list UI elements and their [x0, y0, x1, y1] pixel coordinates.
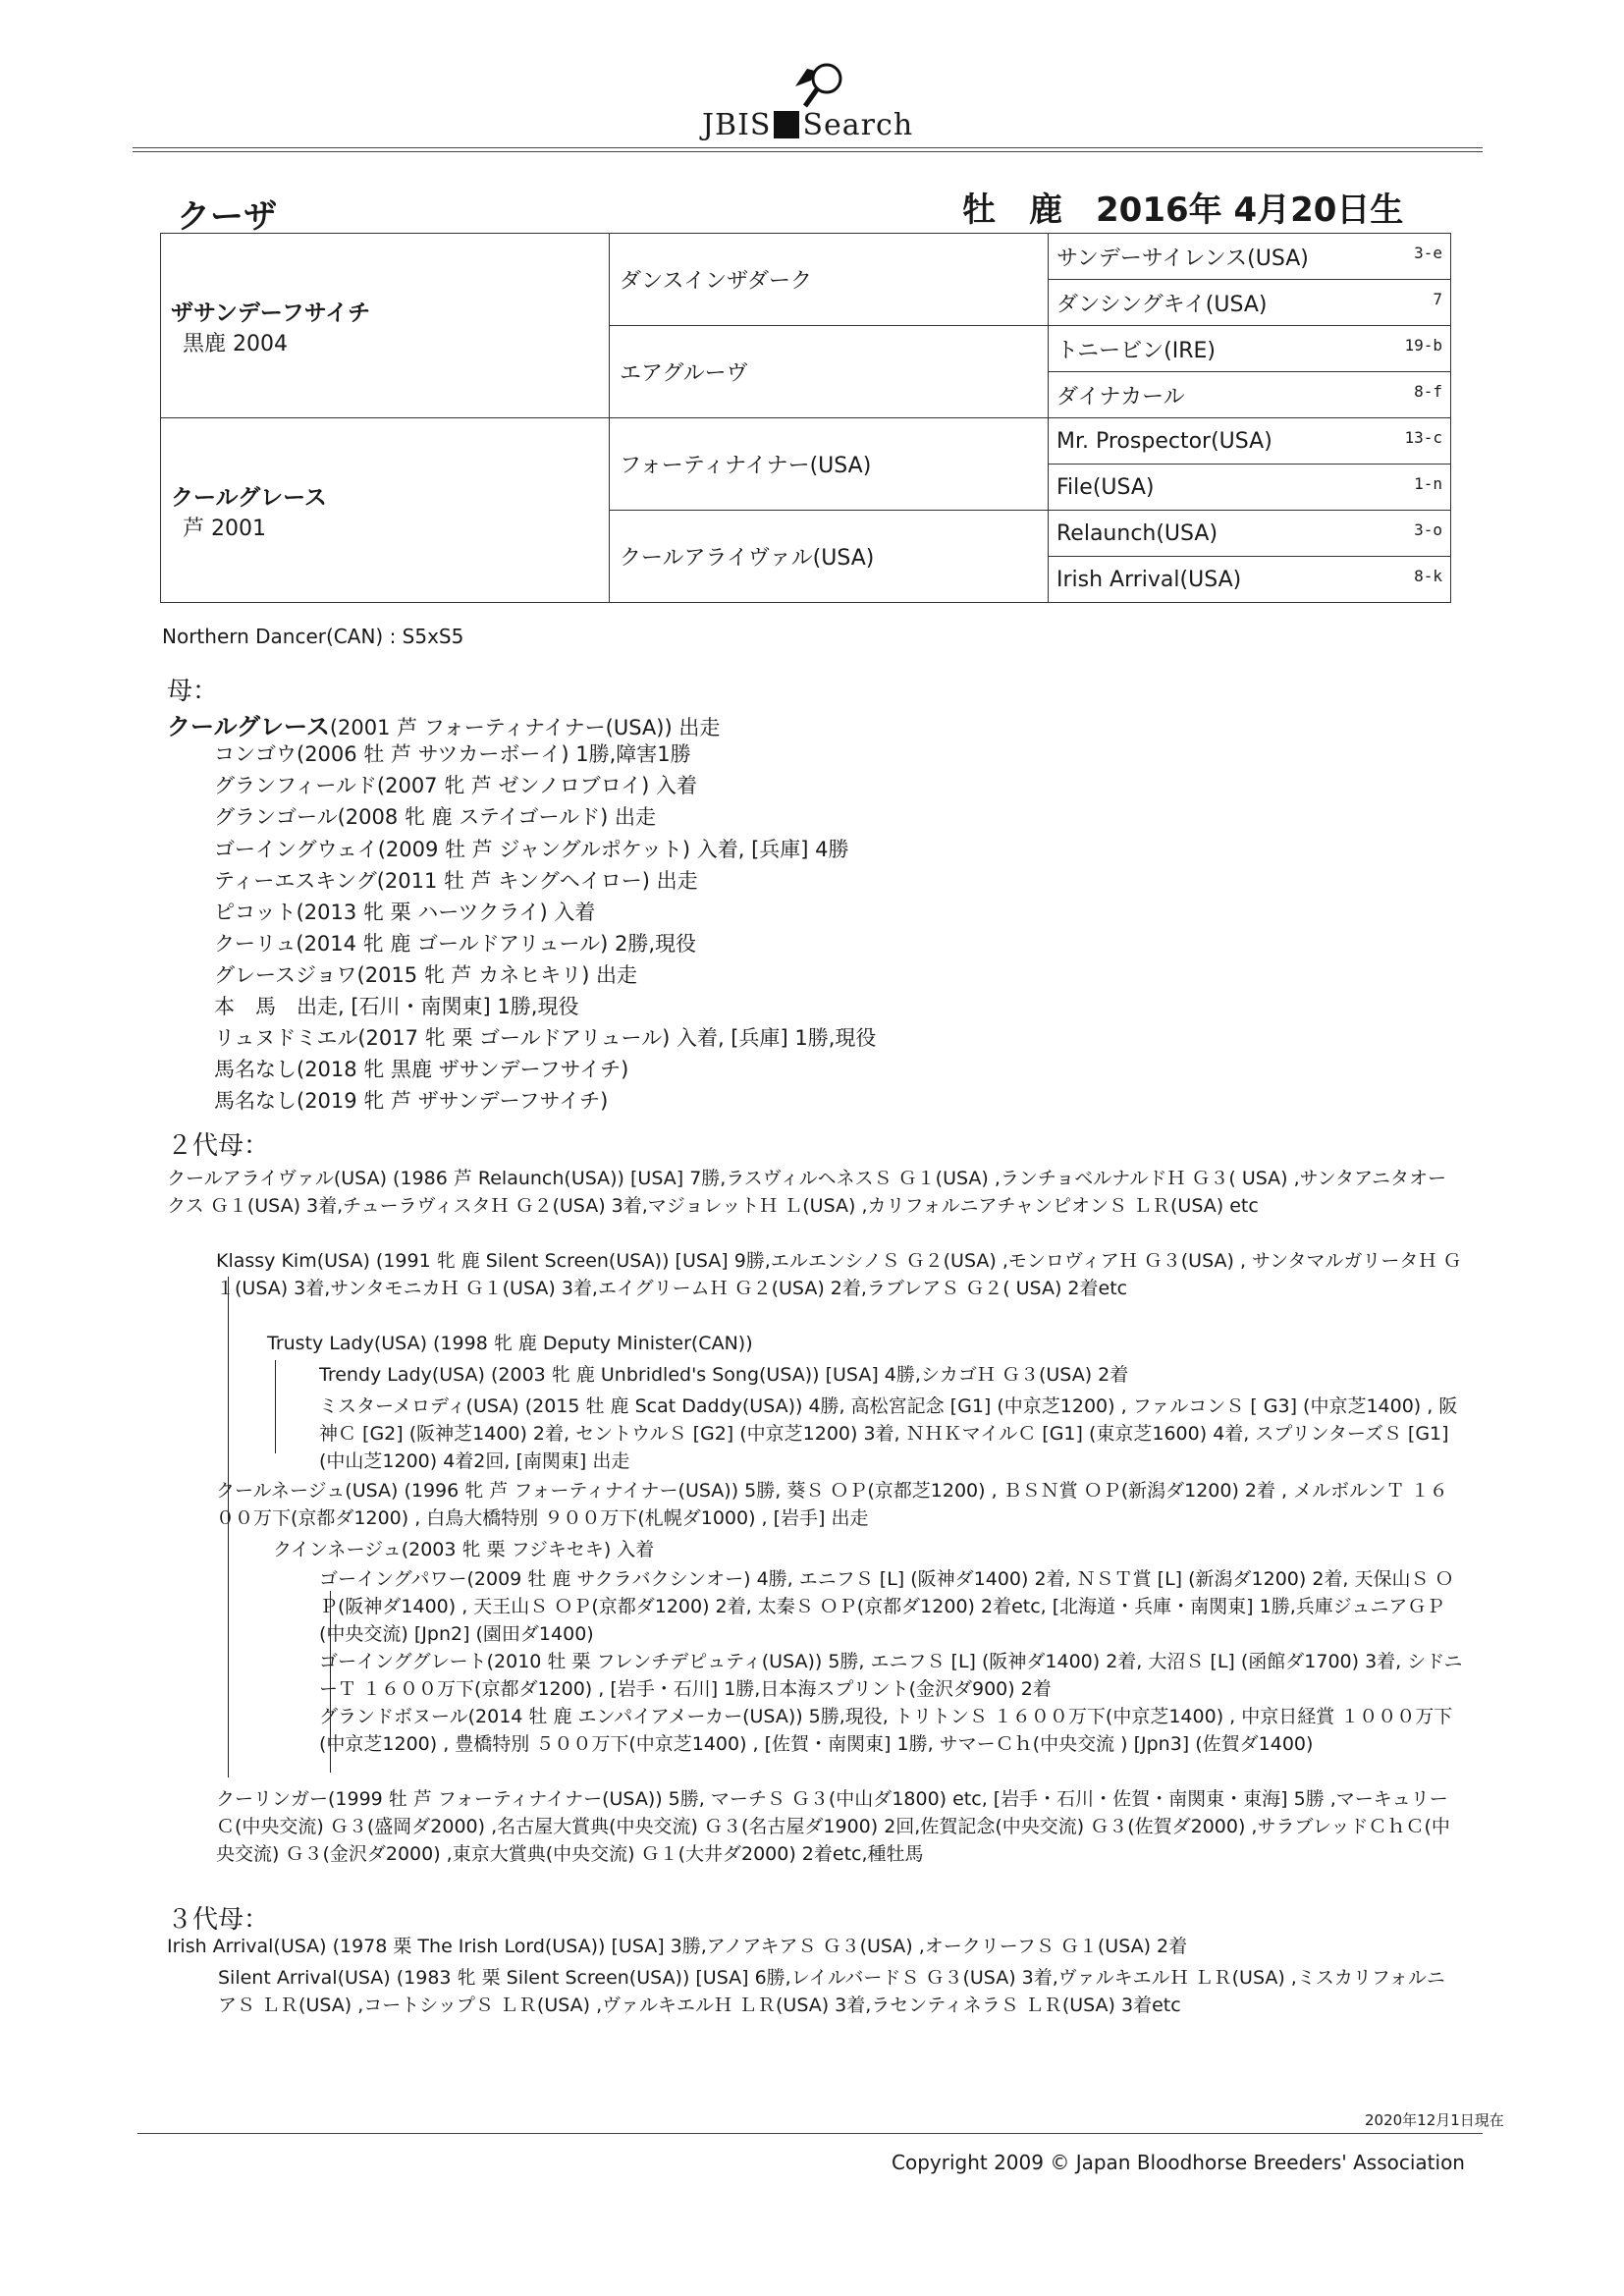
horse-birth: 2016年 4月20日生	[1096, 191, 1404, 230]
family-record: Trendy Lady(USA) (2003 牝 鹿 Unbridled's Song(USA)) [USA] 4勝,シカゴＨ Ｇ３(USA) 2着	[319, 1364, 1129, 1386]
family-record: クールネージュ(USA) (1996 牝 芦 フォーティナイナー(USA)) 5勝, 葵Ｓ ＯＰ(京都芝1200) , ＢＳＮ賞 ＯＰ(新潟ダ1200) 2着 , メルボルンＴ １６００万下(京都ダ1200) , 白鳥大橋特別 ９００万下(札幌ダ1000) , [岩手] 出走	[216, 1480, 1448, 1529]
dam-name: クールグレース	[171, 484, 327, 511]
family-code: 7	[1433, 290, 1442, 308]
pedigree-gen3: ダンシングキイ(USA) 7	[1049, 280, 1451, 326]
list-item: ティーエスキング(2011 牡 芦 キングヘイロー) 出走	[214, 869, 698, 893]
dam-sub: 芦 2001	[183, 516, 266, 541]
family-code: 8-f	[1414, 382, 1442, 401]
horse-name: クーザ	[177, 197, 277, 237]
pedigree-gen3: サンデーサイレンス(USA) 3-e	[1049, 234, 1451, 280]
list-item: コンゴウ(2006 牡 芦 サツカーボーイ) 1勝,障害1勝	[214, 742, 691, 766]
copyright: Copyright 2009 © Japan Bloodhorse Breeders' Association	[892, 2151, 1465, 2174]
horse-color: 鹿	[1029, 191, 1062, 230]
family-connector	[275, 1360, 276, 1453]
third-dam-heading: ３代母：	[167, 1905, 270, 1935]
header-rule-bottom	[133, 151, 1483, 152]
family-record: クインネージュ(2003 牝 栗 フジキセキ) 入着	[273, 1539, 655, 1560]
pedigree-gen3: トニービン(IRE) 19-b	[1049, 326, 1451, 372]
second-dam-record: クールアライヴァル(USA) (1986 芦 Relaunch(USA)) [USA] 7勝,ラスヴィルヘネスＳ Ｇ１(USA) ,ランチョベルナルドＨ Ｇ３( USA) ,サンタアニタオークス Ｇ１(USA) 3着,チューラヴィスタＨ Ｇ２(USA) 3着,マジョレットＨ Ｌ(USA) ,カリフォルニアチャンピオンＳ ＬＲ(USA) etc	[167, 1168, 1446, 1217]
pedigree-dam	[161, 418, 610, 603]
family-code: 19-b	[1404, 336, 1442, 355]
list-item: グランゴール(2008 牝 鹿 ステイゴールド) 出走	[214, 805, 656, 829]
logo-right-text: Search	[802, 108, 914, 142]
family-code: 1-n	[1414, 474, 1442, 493]
pedigree-gen3: ダイナカール 8-f	[1049, 372, 1451, 418]
magnifier-horse-icon	[785, 57, 854, 112]
dam-heading: 母：	[167, 677, 219, 706]
pedigree-gen3: File(USA) 1-n	[1049, 465, 1451, 511]
list-item: グランフィールド(2007 牝 芦 ゼンノロブロイ) 入着	[214, 774, 697, 797]
family-record: Silent Arrival(USA) (1983 牝 栗 Silent Screen(USA)) [USA] 6勝,レイルバードＳ Ｇ３(USA) 3着,ヴァルキエルＨ ＬＲ(USA) ,ミスカリフォルニアＳ ＬＲ(USA) ,コートシップＳ ＬＲ(USA) ,ヴァルキエルＨ ＬＲ(USA) 3着,ラセンティネラＳ ＬＲ(USA) 3着etc	[218, 1967, 1445, 2016]
sire-name: ザサンデーフサイチ	[171, 300, 371, 326]
logo-left-text: JBIS	[702, 108, 772, 142]
pedigree-sire-sire: ダンスインザダーク	[610, 234, 1049, 326]
family-code: 3-e	[1414, 244, 1442, 262]
pedigree-sire	[161, 234, 610, 418]
list-item: ピコット(2013 牝 栗 ハーツクライ) 入着	[214, 901, 596, 924]
list-item: 本 馬 出走, [石川・南関東] 1勝,現役	[214, 995, 579, 1018]
family-connector	[228, 1277, 229, 1777]
pedigree-gen3: Mr. Prospector(USA) 13-c	[1049, 418, 1451, 465]
inbreeding-note: Northern Dancer(CAN) : S5xS5	[162, 625, 464, 648]
list-item: 馬名なし(2018 牝 黒鹿 ザサンデーフサイチ)	[214, 1058, 629, 1081]
pedigree-gen3: Relaunch(USA) 3-o	[1049, 511, 1451, 557]
family-record: クーリンガー(1999 牡 芦 フォーティナイナー(USA)) 5勝, マーチＳ Ｇ３(中山ダ1800) etc, [岩手・石川・佐賀・南関東・東海] 5勝 ,マーキュリーＣ(中央交流) Ｇ３(盛岡ダ2000) ,名古屋大賞典(中央交流) Ｇ３(名古屋ダ1900) 2回,佐賀記念(中央交流) Ｇ３(佐賀ダ2000) ,サラブレッドＣｈＣ(中央交流) Ｇ３(金沢ダ2000) ,東京大賞典(中央交流) Ｇ１(大井ダ2000) 2着etc,種牡馬	[216, 1788, 1450, 1865]
footer-rule	[137, 2133, 1483, 2134]
family-record: ミスターメロディ(USA) (2015 牡 鹿 Scat Daddy(USA)) 4勝, 高松宮記念 [G1] (中京芝1200) , ファルコンＳ [ G3] (中京芝1400) , 阪神Ｃ [G2] (阪神芝1400) 2着, セントウルＳ [G2] (中京芝1200) 3着, ＮＨＫマイルＣ [G1] (東京芝1600) 4着, スプリンターズＳ [G1] (中山芝1200) 4着2回, [南関東] 出走	[319, 1395, 1458, 1472]
family-record: Trusty Lady(USA) (1998 牝 鹿 Deputy Minister(CAN))	[267, 1333, 753, 1354]
family-code: 13-c	[1404, 428, 1442, 447]
sire-sub: 黒鹿 2004	[183, 331, 288, 356]
dam-main-line: クールグレース(2001 芦 フォーティナイナー(USA)) 出走	[167, 713, 721, 740]
list-item: グレースジョワ(2015 牝 芦 カネヒキリ) 出走	[214, 963, 638, 987]
pedigree-sire-dam: エアグルーヴ	[610, 326, 1049, 418]
family-connector	[330, 1591, 331, 1773]
pedigree-dam-sire: フォーティナイナー(USA)	[610, 418, 1049, 511]
family-record: ゴーイングパワー(2009 牡 鹿 サクラバクシンオー) 4勝, エニフＳ [L] (阪神ダ1400) 2着, ＮＳＴ賞 [L] (新潟ダ1200) 2着, 天保山Ｓ ＯＰ(阪神ダ1400) , 天王山Ｓ ＯＰ(京都ダ1200) 2着, 太秦Ｓ ＯＰ(京都ダ1200) 2着etc, [北海道・兵庫・南関東] 1勝,兵庫ジュニアＧＰ(中央交流) [Jpn2] (園田ダ1400)	[319, 1568, 1454, 1645]
pedigree-gen3: Irish Arrival(USA) 8-k	[1049, 557, 1451, 603]
list-item: リュヌドミエル(2017 牝 栗 ゴールドアリュール) 入着, [兵庫] 1勝,現役	[214, 1026, 877, 1050]
family-record: Klassy Kim(USA) (1991 牝 鹿 Silent Screen(USA)) [USA] 9勝,エルエンシノＳ Ｇ２(USA) ,モンロヴィアＨ Ｇ３(USA) , サンタマルガリータＨ Ｇ１(USA) 3着,サンタモニカＨ Ｇ１(USA) 3着,エイグリームＨ Ｇ２(USA) 2着,ラブレアＳ Ｇ２( USA) 2着etc	[216, 1250, 1462, 1299]
logo-mark	[774, 111, 799, 138]
jbis-search-logo	[687, 57, 943, 145]
as-of-date: 2020年12月1日現在	[1365, 2111, 1504, 2129]
list-item: 馬名なし(2019 牝 芦 ザサンデーフサイチ)	[214, 1089, 609, 1113]
family-record: グランドボヌール(2014 牡 鹿 エンパイアメーカー(USA)) 5勝,現役, トリトンＳ １６００万下(中京芝1400) , 中京日経賞 １０００万下(中京芝1200) , 豊橋特別 ５００万下(中京芝1400) , [佐賀・南関東] 1勝, サマーＣｈ(中央交流 ) [Jpn3] (佐賀ダ1400)	[319, 1706, 1453, 1755]
header-rule-top	[133, 147, 1483, 148]
family-code: 8-k	[1414, 567, 1442, 585]
second-dam-heading: ２代母：	[167, 1131, 270, 1161]
family-code: 3-o	[1414, 520, 1442, 539]
list-item: クーリュ(2014 牝 鹿 ゴールドアリュール) 2勝,現役	[214, 932, 696, 956]
pedigree-table	[160, 233, 1451, 603]
family-record: ゴーインググレート(2010 牡 栗 フレンチデピュティ(USA)) 5勝, エニフＳ [L] (阪神ダ1400) 2着, 大沼Ｓ [L] (函館ダ1700) 3着, シドニーＴ １６００万下(京都ダ1200) , [岩手・石川] 1勝,日本海スプリント(金沢ダ900) 2着	[319, 1651, 1463, 1700]
horse-sex: 牡	[962, 191, 996, 230]
pedigree-dam-dam: クールアライヴァル(USA)	[610, 511, 1049, 603]
list-item: ゴーイングウェイ(2009 牡 芦 ジャングルポケット) 入着, [兵庫] 4勝	[214, 838, 849, 861]
third-dam-record: Irish Arrival(USA) (1978 栗 The Irish Lord(USA)) [USA] 3勝,アノアキアＳ Ｇ３(USA) ,オークリーフＳ Ｇ１(USA) 2着	[167, 1936, 1188, 1957]
horse-profile	[962, 183, 1403, 231]
